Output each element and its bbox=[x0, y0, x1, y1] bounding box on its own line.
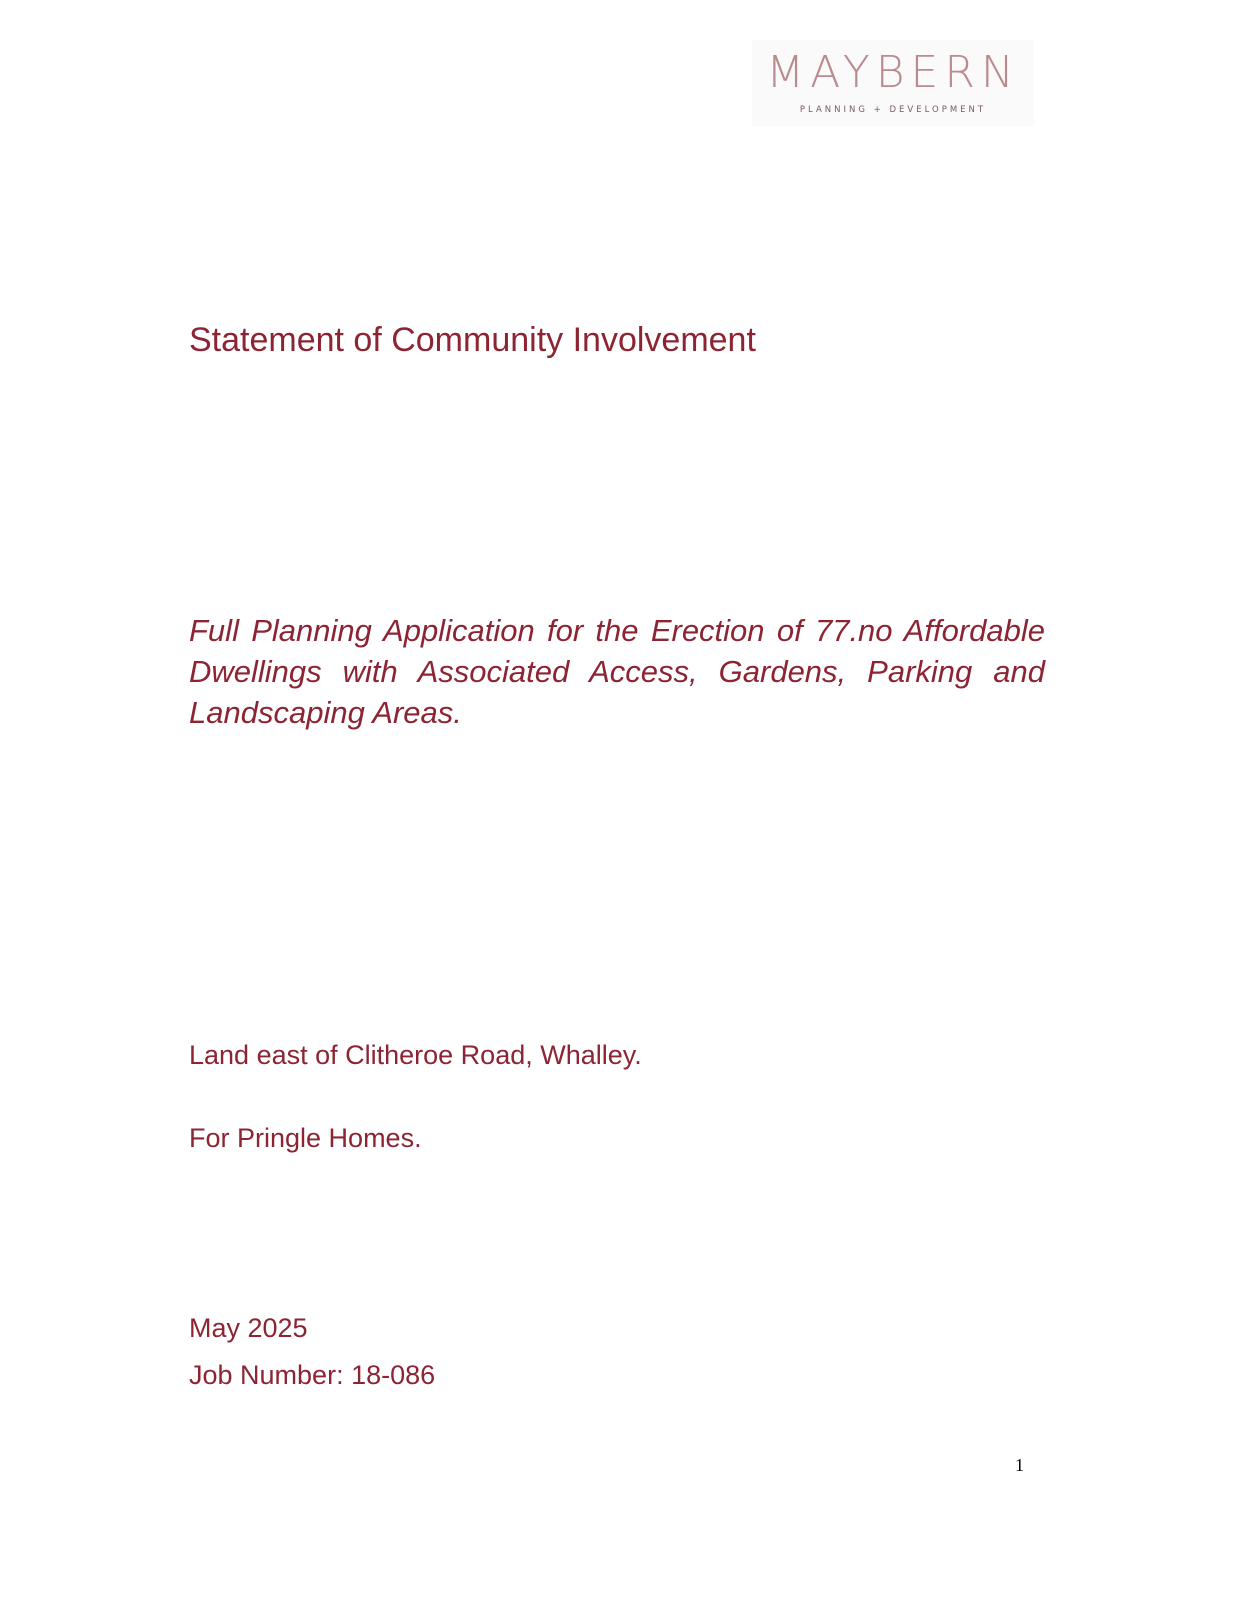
logo-wordmark: MAYBERN bbox=[766, 47, 1020, 98]
logo-tagline: PLANNING + DEVELOPMENT bbox=[799, 105, 987, 115]
application-description: Full Planning Application for the Erection of 77.no Affordable Dwellings with Associated Access, Gardens, Parking and Landscaping Areas. bbox=[189, 613, 1045, 730]
client-name: For Pringle Homes. bbox=[189, 1123, 422, 1153]
maybern-logo bbox=[752, 40, 1034, 126]
page-number: 1 bbox=[1015, 1455, 1024, 1475]
job-number: Job Number: 18-086 bbox=[189, 1360, 436, 1390]
document-title: Statement of Community Involvement bbox=[189, 321, 756, 359]
site-location: Land east of Clitheroe Road, Whalley. bbox=[189, 1040, 642, 1070]
document-date: May 2025 bbox=[189, 1313, 308, 1343]
